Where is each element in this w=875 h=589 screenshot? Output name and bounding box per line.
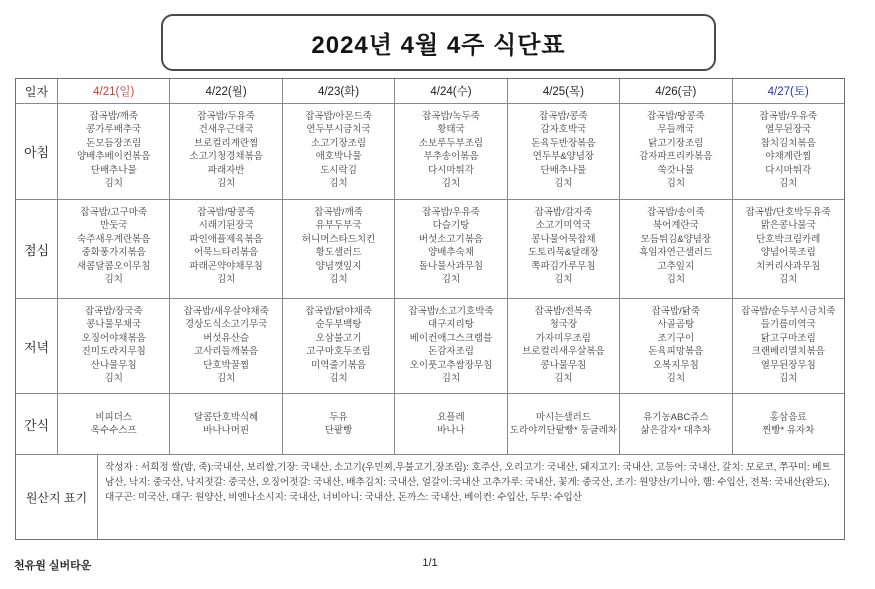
menu-item: 쪽파김가루무침 bbox=[531, 260, 596, 272]
menu-item: 황도샐러드 bbox=[315, 247, 362, 259]
menu-item: 순두부백탕 bbox=[315, 319, 362, 331]
menu-item: 크랜베리멸치볶음 bbox=[751, 346, 825, 358]
menu-item: 김치 bbox=[554, 373, 573, 385]
menu-item: 김치 bbox=[554, 178, 573, 190]
menu-item: 김치 bbox=[441, 373, 461, 385]
menu-item: 북어계란국 bbox=[652, 220, 699, 232]
menu-item: 김치 bbox=[666, 178, 685, 190]
menu-item: 쑥갓나물 bbox=[657, 164, 695, 176]
menu-item: 유기농ABC쥬스 bbox=[643, 411, 709, 423]
menu-item: 소고기장조림 bbox=[311, 137, 367, 149]
meal-row-dinner bbox=[16, 299, 844, 394]
menu-cell bbox=[395, 394, 507, 454]
menu-cell bbox=[733, 394, 844, 454]
menu-item: 김치 bbox=[554, 274, 573, 286]
menu-item: 연두부&양념장 bbox=[532, 151, 595, 163]
menu-item: 김치 bbox=[329, 274, 348, 286]
menu-item: 홍삼음료 bbox=[769, 411, 807, 423]
menu-item: 만둣국 bbox=[99, 220, 128, 232]
table-body bbox=[16, 104, 844, 455]
menu-item: 잡곡밥/땅콩죽 bbox=[197, 207, 255, 218]
menu-item: 잡곡밥/두유죽 bbox=[197, 111, 255, 122]
menu-item: 콩나물어묵잡채 bbox=[531, 233, 596, 245]
menu-item: 잡곡밥/고구마죽 bbox=[80, 207, 148, 218]
menu-item: 도시락김 bbox=[320, 164, 357, 176]
menu-item: 야채계란찜 bbox=[765, 151, 812, 163]
title-box bbox=[161, 14, 716, 71]
menu-item: 콩가루배추국 bbox=[86, 124, 142, 136]
menu-cell bbox=[508, 394, 620, 454]
menu-item: 부추송이볶음 bbox=[423, 151, 479, 163]
menu-item: 잡곡밥/닭야채죽 bbox=[305, 306, 372, 317]
date-header-cell: 4/24(수) bbox=[395, 79, 507, 103]
menu-item: 들기름미역국 bbox=[760, 319, 816, 331]
date-header-cell: 4/25(목) bbox=[508, 79, 620, 103]
menu-item: 돈모듬장조림 bbox=[86, 137, 142, 149]
menu-item: 치커리사과무침 bbox=[756, 260, 821, 272]
menu-item: 닭고기장조림 bbox=[648, 137, 704, 149]
menu-cell bbox=[620, 200, 732, 298]
menu-item: 열무된장무침 bbox=[760, 359, 816, 371]
menu-item: 잡곡밥/우유죽 bbox=[422, 207, 480, 218]
menu-item: 브로컬리계란찜 bbox=[194, 137, 259, 149]
menu-item: 양배추베이컨볶음 bbox=[77, 151, 151, 163]
menu-item: 김치 bbox=[779, 274, 798, 286]
menu-cell bbox=[395, 299, 507, 393]
menu-item: 버섯유산슬 bbox=[203, 332, 250, 344]
menu-item: 파래자반 bbox=[207, 164, 245, 176]
page-title: 2024년 4월 4주 식단표 bbox=[311, 32, 566, 59]
menu-item: 잡곡밥/새우살야채죽 bbox=[183, 306, 269, 317]
menu-cell bbox=[170, 104, 282, 199]
menu-cell bbox=[283, 299, 395, 393]
date-header-cell: 4/23(화) bbox=[283, 79, 395, 103]
menu-cell bbox=[395, 104, 507, 199]
menu-item: 김치 bbox=[329, 373, 348, 385]
menu-item: 시래기된장국 bbox=[198, 220, 254, 232]
menu-cell bbox=[620, 394, 732, 454]
menu-item: 애호박나물 bbox=[315, 151, 362, 163]
date-header-cell: 4/26(금) bbox=[620, 79, 732, 103]
menu-cell bbox=[58, 394, 170, 454]
menu-item: 도라야끼단팥빵* 둥글레차 bbox=[509, 425, 618, 436]
menu-item: 김치 bbox=[441, 178, 461, 190]
menu-item: 유부두부국 bbox=[315, 220, 362, 232]
footer-facility-name: 천유원 실버타운 bbox=[14, 560, 92, 572]
row-label-snack: 간식 bbox=[16, 394, 58, 454]
menu-item: 잡곡밥/소고기호박죽 bbox=[408, 306, 494, 317]
menu-item: 김치 bbox=[104, 178, 123, 190]
menu-item: 잡곡밥/땅콩죽 bbox=[646, 111, 705, 122]
menu-item: 모듬튀김&양념장 bbox=[640, 233, 712, 245]
menu-item: 오삼불고기 bbox=[315, 332, 362, 344]
menu-item: 연두부시금치국 bbox=[306, 124, 371, 136]
menu-item: 버섯소고기볶음 bbox=[418, 233, 484, 245]
menu-item: 브로컬리새우살볶음 bbox=[522, 346, 605, 358]
menu-item: 사골곰탕 bbox=[657, 319, 695, 331]
menu-cell bbox=[508, 299, 620, 393]
menu-item: 단배추나물 bbox=[90, 164, 137, 176]
menu-item: 콩나물무채국 bbox=[86, 319, 142, 331]
origin-row bbox=[16, 455, 844, 539]
menu-cell bbox=[283, 104, 395, 199]
menu-item: 경상도식소고기무국 bbox=[184, 319, 268, 331]
menu-item: 가자미무조림 bbox=[535, 332, 591, 344]
menu-item: 잡곡밥/깨죽 bbox=[314, 207, 363, 218]
menu-item: 삶은감자* 대추차 bbox=[640, 425, 712, 436]
menu-item: 김치 bbox=[666, 274, 685, 286]
menu-item: 건새우근대국 bbox=[198, 124, 254, 136]
menu-item: 돌나물사과무침 bbox=[418, 260, 484, 272]
menu-item: 단호박크림카레 bbox=[756, 233, 821, 245]
menu-cell bbox=[733, 104, 844, 199]
menu-item: 오이풋고추쌈장무침 bbox=[409, 359, 493, 371]
menu-item: 소고기미역국 bbox=[535, 220, 591, 232]
menu-item: 중화풍가지볶음 bbox=[81, 247, 146, 259]
menu-item: 감자파프리카볶음 bbox=[639, 151, 713, 163]
menu-item: 잡곡밥/단호박두유죽 bbox=[745, 207, 831, 218]
menu-item: 바나나머핀 bbox=[203, 425, 250, 436]
menu-item: 옥수수스프 bbox=[90, 425, 137, 436]
menu-item: 돈육피망볶음 bbox=[648, 346, 704, 358]
row-label-breakfast: 아침 bbox=[16, 104, 58, 199]
menu-item: 소고기청경채볶음 bbox=[189, 151, 263, 163]
menu-item: 감자호박국 bbox=[540, 124, 587, 136]
menu-cell bbox=[508, 200, 620, 298]
menu-item: 양념깻잎지 bbox=[315, 260, 362, 272]
menu-cell bbox=[170, 394, 282, 454]
menu-item: 오징어야채볶음 bbox=[81, 332, 146, 344]
footer-page-number: 1/1 bbox=[422, 557, 438, 569]
menu-item: 잡곡밥/전복죽 bbox=[534, 306, 593, 317]
menu-cell bbox=[58, 200, 170, 298]
menu-item: 허니머스타드치킨 bbox=[301, 233, 376, 245]
menu-item: 잡곡밥/우유죽 bbox=[759, 111, 818, 122]
menu-item: 콩나물무침 bbox=[540, 359, 587, 371]
menu-item: 고구마호두조림 bbox=[306, 346, 371, 358]
menu-item: 김치 bbox=[329, 178, 348, 190]
menu-item: 조기구이 bbox=[657, 332, 695, 344]
row-label-lunch: 점심 bbox=[16, 200, 58, 298]
menu-item: 베이컨애그스크램블 bbox=[409, 332, 493, 344]
menu-item: 황태국 bbox=[437, 124, 465, 136]
menu-item: 김치 bbox=[104, 274, 123, 286]
menu-item: 열무된장국 bbox=[765, 124, 812, 136]
menu-item: 다슬기탕 bbox=[432, 220, 470, 232]
menu-item: 김치 bbox=[216, 373, 236, 385]
menu-item: 김치 bbox=[104, 373, 123, 385]
menu-item: 마시는샐러드 bbox=[535, 411, 591, 423]
menu-item: 양념어묵조림 bbox=[760, 247, 816, 259]
menu-item: 찐빵* 유자차 bbox=[762, 425, 815, 436]
menu-cell bbox=[58, 299, 170, 393]
menu-item: 맑은콩나물국 bbox=[760, 220, 816, 232]
menu-item: 돈육두반장볶음 bbox=[531, 137, 596, 149]
menu-item: 돈감자조림 bbox=[428, 346, 474, 358]
menu-item: 흑임자연근샐러드 bbox=[639, 247, 713, 259]
menu-item: 잡곡밥/아몬드죽 bbox=[305, 111, 372, 122]
date-header-row bbox=[16, 79, 844, 104]
menu-item: 청국장 bbox=[549, 319, 578, 331]
menu-item: 김치 bbox=[779, 373, 798, 385]
menu-item: 파인애플제육볶음 bbox=[189, 233, 263, 245]
menu-item: 다시마튀각 bbox=[428, 164, 474, 176]
menu-cell bbox=[170, 200, 282, 298]
date-header-cell: 4/22(월) bbox=[170, 79, 282, 103]
menu-cell bbox=[733, 200, 844, 298]
menu-item: 참치김치볶음 bbox=[760, 137, 816, 149]
menu-item: 도토리묵&달래장 bbox=[528, 247, 599, 259]
menu-item: 오복지무침 bbox=[652, 359, 699, 371]
menu-item: 김치 bbox=[666, 373, 685, 385]
date-header-cell: 4/27(토) bbox=[767, 86, 809, 98]
menu-item: 양배추숙채 bbox=[428, 247, 474, 259]
menu-item: 대구지리탕 bbox=[428, 319, 474, 331]
menu-cell bbox=[58, 104, 170, 199]
menu-item: 어묵느타리볶음 bbox=[194, 247, 259, 259]
menu-item: 파래곤약야채무침 bbox=[189, 260, 263, 272]
menu-item: 잡곡밥/깨죽 bbox=[89, 111, 138, 122]
menu-item: 무들깨국 bbox=[657, 124, 695, 136]
menu-cell bbox=[283, 200, 395, 298]
meal-row-snack bbox=[16, 394, 844, 455]
date-label-cell: 일자 bbox=[16, 79, 58, 103]
menu-item: 요플레 bbox=[437, 411, 465, 423]
menu-item: 김치 bbox=[779, 178, 798, 190]
origin-label: 원산지 표기 bbox=[16, 455, 98, 539]
menu-item: 달콤단호박식혜 bbox=[194, 411, 259, 423]
menu-item: 김치 bbox=[441, 274, 461, 286]
menu-item: 고사리들깨볶음 bbox=[194, 346, 259, 358]
menu-table bbox=[15, 78, 845, 540]
menu-item: 단배추나물 bbox=[540, 164, 587, 176]
date-header-cell: 4/21(일) bbox=[58, 79, 170, 103]
menu-item: 잡곡밥/순두부시금치죽 bbox=[741, 306, 836, 317]
menu-item: 김치 bbox=[216, 178, 236, 190]
menu-item: 두유 bbox=[329, 411, 348, 423]
menu-cell bbox=[508, 104, 620, 199]
menu-item: 바나나 bbox=[437, 425, 465, 436]
meal-row-lunch bbox=[16, 200, 844, 299]
menu-cell bbox=[620, 299, 732, 393]
menu-item: 김치 bbox=[216, 274, 236, 286]
menu-item: 닭고구마조림 bbox=[760, 332, 816, 344]
menu-item: 숙주새우계란볶음 bbox=[77, 233, 151, 245]
menu-item: 새콤달콤오이무침 bbox=[77, 260, 151, 272]
menu-item: 잡곡밥/장국죽 bbox=[84, 306, 143, 317]
menu-cell bbox=[283, 394, 395, 454]
menu-item: 고추잎지 bbox=[657, 260, 695, 272]
menu-cell bbox=[395, 200, 507, 298]
menu-item: 단호박꿀찜 bbox=[203, 359, 250, 371]
menu-cell bbox=[733, 299, 844, 393]
menu-item: 소보루두부조림 bbox=[418, 137, 484, 149]
origin-text: 작성자 : 서희정 쌀(밥, 죽):국내산, 보리쌀,기장: 국내산, 소고기(우민찌,우불고기,장조림): 호주산, 오리고기: 국내산, 돼지고기: 국내산, 고등어: 국내산, 갈치: 모로코, 쭈꾸미: 베트남산, 낙지: 중국산, 낙지젓갈: 중국산, 오징어젓갈: 국내산, 배추김치: 국내산, 얼갈이:국내산 고추가루: 국내산, 꽃게: 중국산, 조기: 원양산/기니아, 햄: 수입산, 전복: 국내산(완도),대구곤: 미국산, 대구: 원양산, 비엔나소시지: 국내산, 너비아니: 국내산, 돈까스: 국내산, 베이컨: 수입산, 두부: 수입산 bbox=[105, 462, 831, 504]
menu-item: 잡곡밥/감자죽 bbox=[534, 207, 593, 218]
row-label-dinner: 저녁 bbox=[16, 299, 58, 393]
menu-item: 잡곡밥/송이죽 bbox=[646, 207, 705, 218]
menu-cell bbox=[620, 104, 732, 199]
menu-item: 잡곡밥/콩죽 bbox=[539, 111, 588, 122]
menu-item: 잡곡밥/닭죽 bbox=[651, 306, 701, 317]
menu-item: 단팥빵 bbox=[324, 425, 353, 436]
menu-item: 미역줄기볶음 bbox=[311, 359, 367, 371]
meal-row-breakfast bbox=[16, 104, 844, 200]
menu-item: 진미도라지무침 bbox=[81, 346, 146, 358]
menu-item: 산나물무침 bbox=[90, 359, 137, 371]
menu-cell bbox=[170, 299, 282, 393]
menu-item: 다시마튀각 bbox=[765, 164, 812, 176]
menu-item: 잡곡밥/녹두죽 bbox=[422, 111, 480, 122]
menu-item: 비피더스 bbox=[95, 411, 133, 423]
